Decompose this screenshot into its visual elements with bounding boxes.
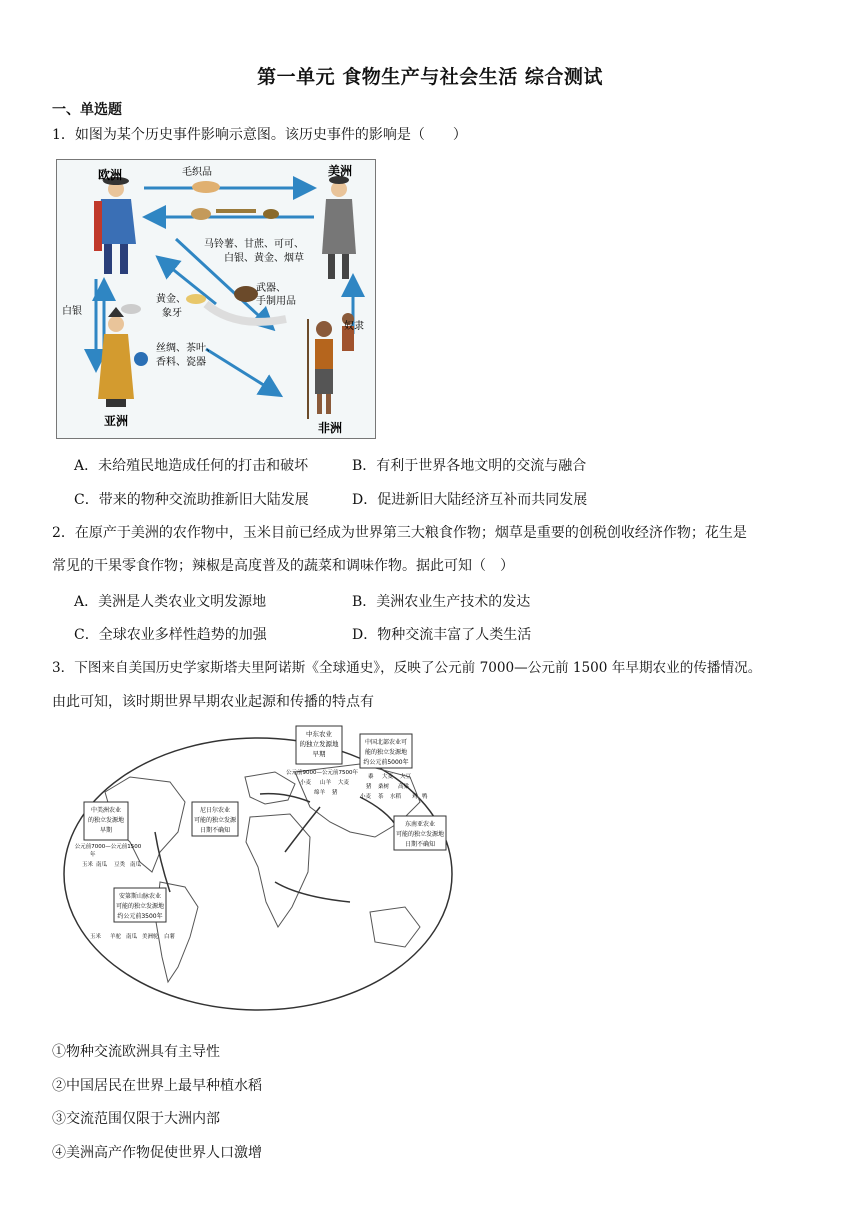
label-weapons-2: 手制用品	[256, 296, 296, 307]
label-wool: 毛织品	[182, 167, 212, 178]
label-slaves: 奴隶	[344, 321, 364, 332]
svg-text:早期: 早期	[99, 827, 113, 834]
svg-text:约公元前3500年: 约公元前3500年	[117, 913, 163, 920]
svg-text:羊驼: 羊驼	[110, 934, 122, 940]
svg-text:南瓜: 南瓜	[130, 862, 142, 868]
svg-text:山羊: 山羊	[320, 780, 332, 786]
svg-text:大豆: 大豆	[400, 774, 412, 780]
q1-option-c[interactable]: C．带来的物种交流助推新旧大陆发展	[74, 492, 309, 508]
svg-text:猪: 猪	[332, 790, 338, 796]
trade-diagram-figure	[56, 159, 376, 439]
svg-text:公元前7000—公元前1500: 公元前7000—公元前1500	[74, 844, 142, 850]
q2-option-b[interactable]: B．美洲农业生产技术的发达	[352, 594, 531, 610]
svg-text:鸡: 鸡	[412, 794, 418, 800]
svg-text:可能的独立发源地: 可能的独立发源地	[395, 831, 445, 838]
svg-text:豆类: 豆类	[114, 862, 126, 868]
svg-text:安第斯山脉农业: 安第斯山脉农业	[118, 893, 162, 900]
label-goods-1: 马铃薯、甘蔗、可可、	[204, 239, 304, 250]
q1-option-d[interactable]: D．促进新旧大陆经济互补而共同发展	[352, 492, 588, 508]
svg-text:的独立发源地: 的独立发源地	[299, 740, 339, 748]
question-2-stem-line-2: 常见的干果零食作物；辣椒是高度普及的蔬菜和调味作物。据此可知（ ）	[52, 558, 514, 574]
svg-text:水稻: 水稻	[390, 794, 402, 800]
svg-text:白薯: 白薯	[164, 934, 176, 940]
q2-option-c[interactable]: C．全球农业多样性趋势的加强	[74, 627, 267, 643]
svg-text:玉米: 玉米	[90, 934, 102, 940]
q2-option-a[interactable]: A．美洲是人类农业文明发源地	[74, 594, 267, 610]
svg-text:中美洲农业: 中美洲农业	[90, 807, 122, 814]
label-goods-2: 白银、黄金、烟草	[224, 253, 304, 264]
q3-statement-3: ③交流范围仅限于大洲内部	[52, 1111, 220, 1127]
svg-text:玉米: 玉米	[82, 862, 94, 868]
svg-text:茶: 茶	[378, 794, 384, 800]
svg-text:日期不确知: 日期不确知	[404, 841, 436, 848]
agriculture-spread-map	[60, 722, 456, 1012]
label-europe: 欧洲	[98, 168, 123, 182]
label-silk-1: 丝绸、茶叶、	[156, 343, 216, 354]
label-gold-1: 黄金、	[156, 294, 186, 305]
svg-text:中国北部农业可: 中国北部农业可	[364, 739, 408, 746]
svg-text:绵羊: 绵羊	[314, 790, 326, 796]
svg-text:可能的独立发源地: 可能的独立发源地	[115, 903, 165, 910]
svg-text:南瓜: 南瓜	[96, 862, 108, 868]
question-1-stem: 1．如图为某个历史事件影响示意图。该历史事件的影响是（ ）	[52, 127, 467, 143]
svg-text:小麦: 小麦	[300, 780, 312, 786]
label-america: 美洲	[328, 164, 353, 178]
q2-option-d[interactable]: D．物种交流丰富了人类生活	[352, 627, 532, 643]
svg-text:公元前9000—公元前7500年: 公元前9000—公元前7500年	[286, 770, 358, 776]
svg-text:中东农业: 中东农业	[306, 730, 332, 738]
svg-text:早期: 早期	[312, 750, 326, 758]
svg-text:可能的独立发源: 可能的独立发源	[193, 817, 237, 824]
label-silver: 白银	[62, 306, 82, 317]
svg-text:年: 年	[90, 852, 96, 858]
svg-text:东南亚农业: 东南亚农业	[404, 821, 436, 828]
svg-text:鸭: 鸭	[422, 794, 428, 800]
q3-statement-2: ②中国居民在世界上最早种植水稻	[52, 1078, 262, 1094]
svg-text:高粱: 高粱	[398, 784, 410, 790]
label-silk-2: 香料、瓷器	[156, 357, 206, 368]
box-southeast-asia	[394, 816, 446, 850]
svg-text:大麦: 大麦	[338, 780, 350, 786]
question-3-stem-line-1: 3．下图来自美国历史学家斯塔夫里阿诺斯《全球通史》，反映了公元前 7000—公元前 1500 年早期农业的传播情况。	[52, 660, 762, 676]
svg-text:桑树: 桑树	[378, 784, 390, 790]
svg-text:南瓜: 南瓜	[126, 934, 138, 940]
svg-text:的独立发源地: 的独立发源地	[87, 817, 125, 824]
svg-text:黍: 黍	[368, 774, 374, 780]
svg-text:日期不确知: 日期不确知	[199, 827, 231, 834]
label-africa: 非洲	[318, 421, 343, 435]
q1-option-b[interactable]: B．有利于世界各地文明的交流与融合	[352, 458, 587, 474]
svg-text:美洲驼: 美洲驼	[142, 934, 159, 940]
svg-text:约公元前5000年: 约公元前5000年	[363, 759, 409, 766]
svg-text:猪: 猪	[366, 784, 372, 790]
svg-text:大麦: 大麦	[382, 774, 394, 780]
label-weapons-1: 武器、	[256, 283, 286, 294]
label-gold-2: 象牙	[162, 308, 182, 319]
question-3-stem-line-2: 由此可知，该时期世界早期农业起源和传播的特点有	[52, 694, 374, 710]
question-2-stem-line-1: 2．在原产于美洲的农作物中，玉米目前已经成为世界第三大粮食作物；烟草是重要的创税创收经济作物；花生是	[52, 525, 747, 541]
page-title: 第一单元 食物生产与社会生活 综合测试	[257, 66, 603, 88]
label-asia: 亚洲	[104, 414, 129, 428]
q3-statement-1: ①物种交流欧洲具有主导性	[52, 1044, 220, 1060]
box-niger	[192, 802, 238, 836]
q1-option-a[interactable]: A．未给殖民地造成任何的打击和破坏	[74, 458, 309, 474]
q3-statement-4: ④美洲高产作物促使世界人口激增	[52, 1145, 262, 1161]
svg-text:能的独立发源地: 能的独立发源地	[364, 749, 408, 756]
svg-text:尼日尔农业: 尼日尔农业	[199, 807, 231, 814]
svg-text:小麦: 小麦	[360, 794, 372, 800]
section-heading: 一、单选题	[52, 102, 122, 118]
